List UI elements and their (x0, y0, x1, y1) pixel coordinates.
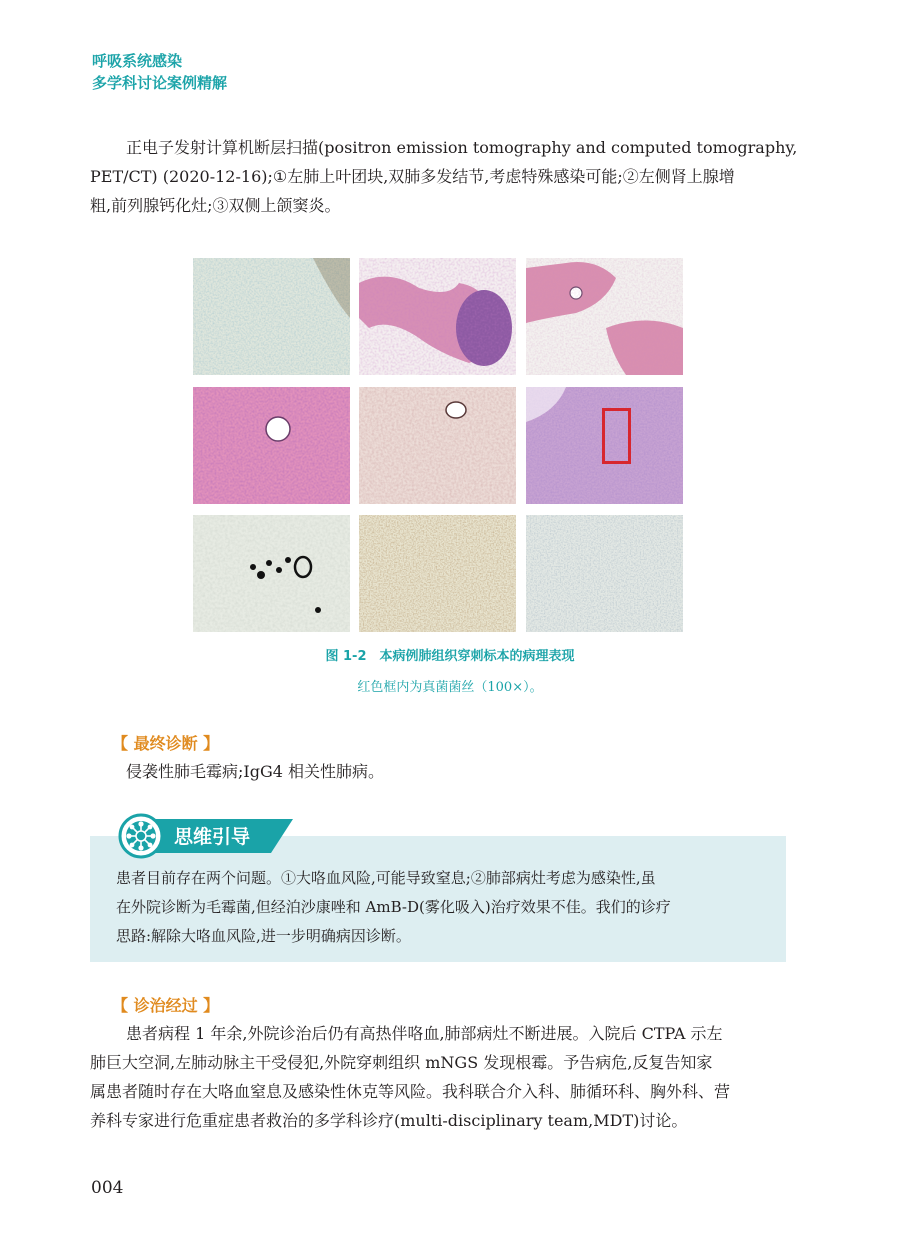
micrograph-panel-8 (359, 515, 516, 632)
guide-line: 思路:解除大咯血风险,进一步明确病因诊断。 (116, 927, 411, 945)
guide-line: 患者目前存在两个问题。①大咯血风险,可能导致窒息;②肺部病灶考虑为感染性,虽 (116, 869, 656, 887)
paragraph-line: 正电子发射计算机断层扫描(positron emission tomography and computed tomography, (126, 138, 798, 157)
final-diagnosis-heading: 【 最终诊断 】 (112, 734, 220, 753)
figure-caption: 图 1-2 本病例肺组织穿刺标本的病理表现 (325, 649, 575, 664)
paragraph-line: 肺巨大空洞,左肺动脉主干受侵犯,外院穿刺组织 mNGS 发现根霉。予告病危,反复告知家 (90, 1053, 713, 1072)
diagnosis-line: 侵袭性肺毛霉病;IgG4 相关性肺病。 (126, 762, 385, 781)
paragraph-line: 养科专家进行危重症患者救治的多学科诊疗(multi-disciplinary team,MDT)讨论。 (90, 1111, 688, 1130)
micrograph-panel-7 (193, 515, 350, 632)
thinking-guide-text (116, 864, 671, 951)
figure-note: 红色框内为真菌菌丝（100×）。 (357, 680, 543, 695)
micrograph-panel-9 (526, 515, 683, 632)
running-header (92, 50, 227, 94)
micrograph-panel-4 (193, 387, 350, 504)
micrograph-panel-5 (359, 387, 516, 504)
pet-ct-paragraph (90, 133, 798, 220)
micrograph-panel-3 (526, 258, 683, 375)
paragraph-line: PET/CT) (2020-12-16);①左肺上叶团块,双肺多发结节,考虑特殊感染可能;②左侧肾上腺增 (90, 167, 735, 186)
paragraph-line: 患者病程 1 年余,外院诊治后仍有高热伴咯血,肺部病灶不断进展。入院后 CTPA 示左 (126, 1024, 723, 1043)
thinking-guide-title: 思维引导 (174, 826, 251, 848)
guide-line: 在外院诊断为毛霉菌,但经泊沙康唑和 AmB-D(雾化吸入)治疗效果不佳。我们的诊疗 (116, 898, 671, 916)
treatment-paragraph (90, 1019, 782, 1135)
paragraph-line: 粗,前列腺钙化灶;③双侧上颌窦炎。 (90, 196, 341, 215)
pathology-figure (193, 258, 683, 632)
micrograph-panel-2 (359, 258, 516, 375)
paragraph-line: 属患者随时存在大咯血窒息及感染性休克等风险。我科联合介入科、肺循环科、胸外科、营 (90, 1082, 731, 1101)
micrograph-panel-6 (526, 387, 683, 504)
network-gear-icon (126, 821, 156, 851)
fungal-hyphae-highlight-box (602, 408, 631, 464)
book-title-line2: 多学科讨论案例精解 (92, 74, 228, 92)
page-number: 004 (91, 1178, 124, 1198)
book-title-line1: 呼吸系统感染 (92, 52, 183, 70)
micrograph-panel-1 (193, 258, 350, 375)
treatment-heading: 【 诊治经过 】 (112, 996, 220, 1015)
final-diagnosis-text (90, 757, 782, 786)
